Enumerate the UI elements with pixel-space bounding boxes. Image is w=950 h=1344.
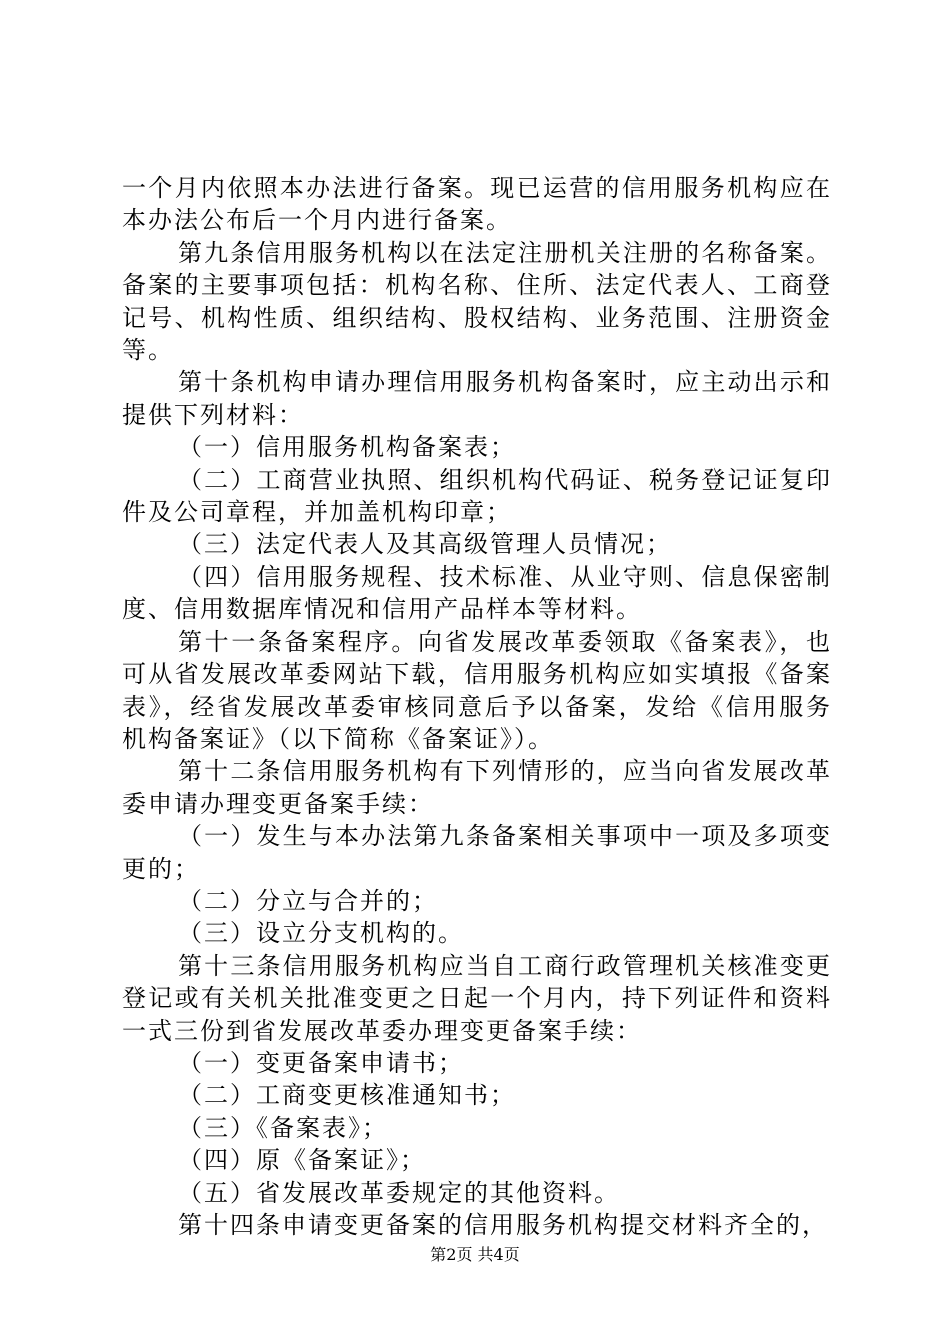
paragraph: （四）原《备案证》； bbox=[178, 1146, 426, 1175]
paragraph: （二）工商营业执照、组织机构代码证、税务登记证复印件及公司章程，并加盖机构印章； bbox=[122, 465, 832, 527]
paragraph: 第九条信用服务机构以在法定注册机关注册的名称备案。备案的主要事项包括：机构名称、住所、法定代表人、工商登记号、机构性质、组织结构、股权结构、业务范围、注册资金等。 bbox=[122, 238, 832, 365]
paragraph: （五）省发展改革委规定的其他资料。 bbox=[178, 1178, 620, 1207]
paragraph: 一个月内依照本办法进行备案。现已运营的信用服务机构应在本办法公布后一个月内进行备案。 bbox=[122, 174, 832, 235]
paragraph: （三）《备案表》； bbox=[178, 1113, 388, 1142]
paragraph: （一）发生与本办法第九条备案相关事项中一项及多项变更的； bbox=[122, 822, 832, 883]
document-body bbox=[122, 172, 832, 1241]
paragraph: （二）工商变更核准通知书； bbox=[178, 1081, 516, 1110]
paragraph: （一）信用服务机构备案表； bbox=[178, 433, 516, 462]
paragraph: （二）分立与合并的； bbox=[178, 886, 438, 915]
paragraph: （三）设立分支机构的。 bbox=[178, 919, 464, 948]
paragraph: （四）信用服务规程、技术标准、从业守则、信息保密制度、信用数据库情况和信用产品样本等材料。 bbox=[122, 562, 832, 624]
paragraph: （三）法定代表人及其高级管理人员情况； bbox=[178, 530, 672, 559]
paragraph: 第十四条申请变更备案的信用服务机构提交材料齐全的， bbox=[178, 1211, 828, 1239]
paragraph: 第十三条信用服务机构应当自工商行政管理机关核准变更登记或有关机关批准变更之日起一个月内，持下列证件和资料一式三份到省发展改革委办理变更备案手续： bbox=[122, 951, 832, 1045]
paragraph: 第十二条信用服务机构有下列情形的，应当向省发展改革委申请办理变更备案手续： bbox=[122, 757, 832, 818]
paragraph: 第十条机构申请办理信用服务机构备案时，应主动出示和提供下列材料： bbox=[122, 368, 832, 429]
paragraph: （一）变更备案申请书； bbox=[178, 1048, 464, 1077]
page-number-label: 第2页 共4页 bbox=[430, 1245, 520, 1264]
page-footer bbox=[0, 1242, 950, 1265]
paragraph: 第十一条备案程序。向省发展改革委领取《备案表》，也可从省发展改革委网站下载，信用服务机构应如实填报《备案表》，经省发展改革委审核同意后予以备案，发给《信用服务机构备案证》（以下简称《备案证》）。 bbox=[122, 627, 832, 753]
